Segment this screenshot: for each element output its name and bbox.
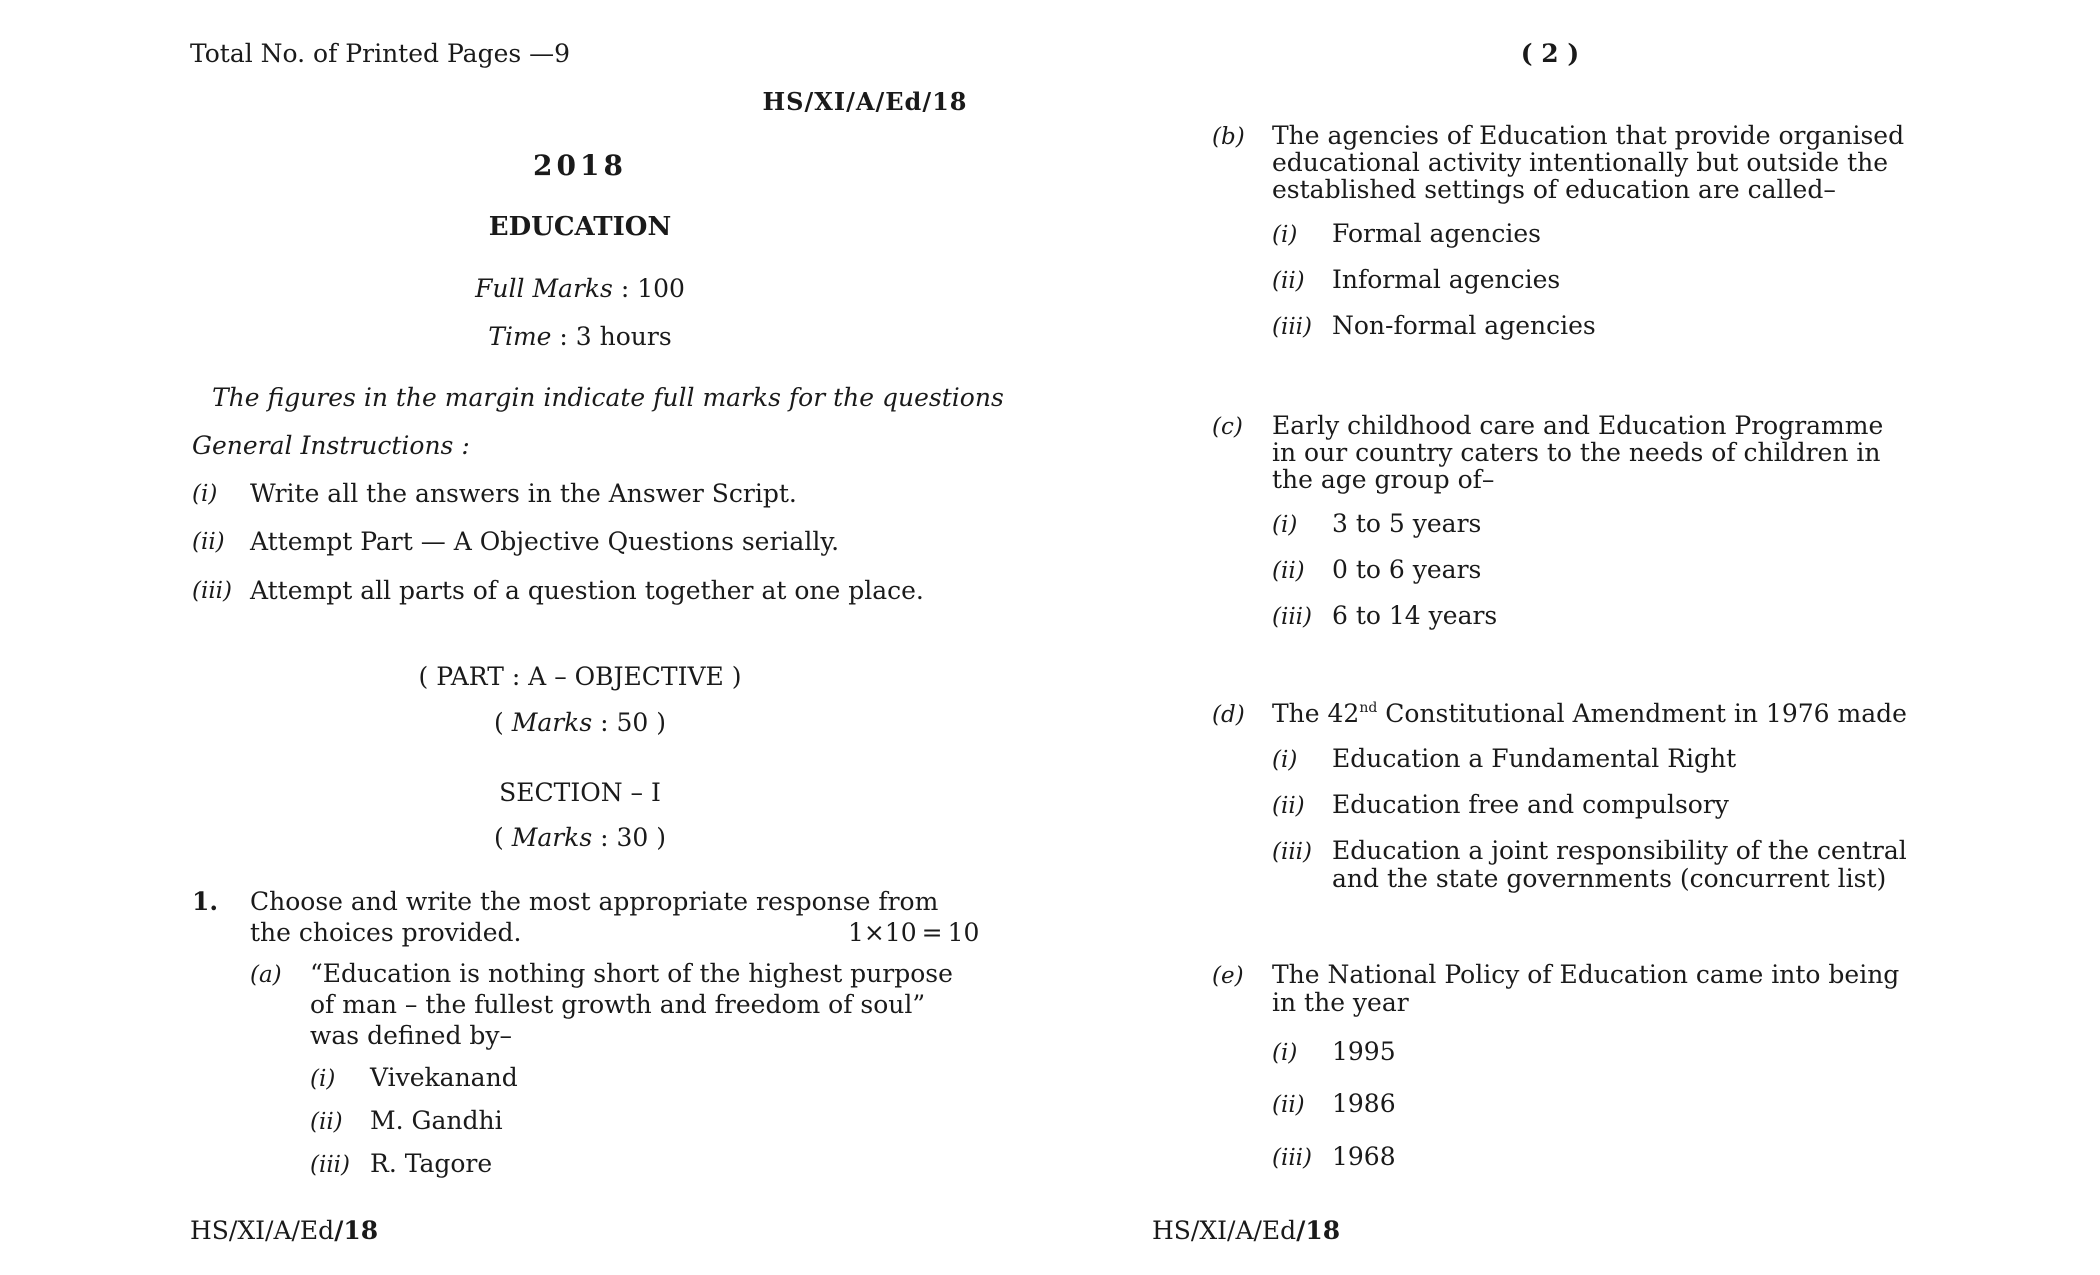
part-marks-label: Marks	[511, 708, 593, 737]
section-marks-open: (	[494, 823, 504, 852]
option-text: Education a joint responsibility of the central	[1332, 836, 1907, 865]
option-number: (i)	[1272, 512, 1298, 538]
section-marks-value: : 30 )	[600, 823, 666, 852]
subject-title: EDUCATION	[488, 212, 672, 242]
footer-code-plain: HS/XI/A/Ed	[190, 1216, 335, 1245]
part-marks	[380, 709, 780, 738]
sub-question-c-line-2: in our country caters to the needs of children in	[1272, 438, 1881, 467]
sub-question-a-line-1: “Education is nothing short of the highest purpose	[310, 959, 953, 988]
sub-question-a-line-3: was defined by–	[310, 1021, 513, 1050]
margin-note: The figures in the margin indicate full marks for the questions	[212, 383, 1004, 412]
sub-question-d-line-1	[1272, 700, 1907, 729]
sub-question-c-line-3: the age group of–	[1272, 465, 1495, 494]
option-number: (i)	[310, 1066, 336, 1092]
option-text: 3 to 5 years	[1332, 509, 1482, 538]
option-text: Informal agencies	[1332, 265, 1561, 294]
question-1-line-1: Choose and write the most appropriate response from	[250, 887, 939, 916]
option-number: (ii)	[310, 1109, 343, 1135]
option-text: Non-formal agencies	[1332, 311, 1596, 340]
full-marks	[380, 275, 780, 304]
option-text: 1995	[1332, 1037, 1396, 1066]
footer-code-plain: HS/XI/A/Ed	[1152, 1216, 1297, 1245]
footer-code-bold: /18	[1296, 1216, 1341, 1245]
full-marks-label: Full Marks	[475, 274, 613, 303]
exam-year: 2018	[533, 149, 627, 182]
instructions-heading: General Instructions :	[192, 431, 470, 460]
option-number: (iii)	[1272, 604, 1313, 630]
option-number: (i)	[1272, 222, 1298, 248]
option-number: (iii)	[1272, 1145, 1313, 1171]
sub-question-c-line-1: Early childhood care and Education Programme	[1272, 411, 1884, 440]
option-number: (ii)	[1272, 558, 1305, 584]
sub-question-label: (b)	[1212, 124, 1245, 150]
option-number: (ii)	[1272, 1092, 1305, 1118]
instruction-text: Attempt all parts of a question together at one place.	[250, 576, 924, 605]
sub-question-e-line-1: The National Policy of Education came into being	[1272, 960, 1900, 989]
option-number: (ii)	[1272, 793, 1305, 819]
sub-question-b-line-1: The agencies of Education that provide organised	[1272, 121, 1905, 150]
text-part: The 42	[1272, 699, 1360, 728]
sub-question-label: (a)	[250, 962, 282, 988]
option-text: R. Tagore	[370, 1149, 493, 1178]
option-text: Education a Fundamental Right	[1332, 744, 1737, 773]
question-1-line-2: the choices provided.	[250, 918, 522, 947]
sub-question-label: (e)	[1212, 963, 1244, 989]
full-marks-value: : 100	[620, 274, 685, 303]
instruction-number: (i)	[192, 481, 218, 507]
option-number: (i)	[1272, 1040, 1298, 1066]
sub-question-label: (c)	[1212, 414, 1243, 440]
option-text: 1986	[1332, 1089, 1396, 1118]
superscript: nd	[1359, 700, 1378, 716]
instruction-number: (iii)	[192, 578, 233, 604]
part-heading: ( PART : A – OBJECTIVE )	[418, 662, 742, 691]
option-text: 6 to 14 years	[1332, 601, 1498, 630]
instruction-text: Write all the answers in the Answer Script.	[250, 479, 797, 508]
section-marks-label: Marks	[511, 823, 593, 852]
option-number: (ii)	[1272, 268, 1305, 294]
sub-question-b-line-3: established settings of education are called–	[1272, 175, 1836, 204]
part-marks-value: : 50 )	[600, 708, 666, 737]
time-label: Time	[488, 322, 552, 351]
option-number: (iii)	[1272, 314, 1313, 340]
option-text: 0 to 6 years	[1332, 555, 1482, 584]
section-heading: SECTION – I	[499, 778, 661, 807]
instruction-text: Attempt Part — A Objective Questions serially.	[250, 527, 840, 556]
exam-time	[380, 323, 780, 352]
option-text-continuation: and the state governments (concurrent list)	[1332, 864, 1887, 893]
page-1-footer-code	[190, 1217, 378, 1246]
time-value: : 3 hours	[559, 322, 672, 351]
question-1-marks: 1×10 = 10	[848, 918, 980, 947]
sub-question-b-line-2: educational activity intentionally but outside the	[1272, 148, 1889, 177]
option-text: Vivekanand	[370, 1063, 518, 1092]
sub-question-label: (d)	[1212, 702, 1245, 728]
footer-code-bold: /18	[334, 1216, 379, 1245]
option-text: M. Gandhi	[370, 1106, 503, 1135]
paper-code: HS/XI/A/Ed/18	[762, 87, 968, 116]
option-text: Formal agencies	[1332, 219, 1541, 248]
option-text: Education free and compulsory	[1332, 790, 1729, 819]
part-marks-open: (	[494, 708, 504, 737]
section-marks	[380, 824, 780, 853]
sub-question-e-line-2: in the year	[1272, 988, 1409, 1017]
page-number: ( 2 )	[1520, 39, 1580, 68]
text-part: Constitutional Amendment in 1976 made	[1377, 699, 1907, 728]
sub-question-a-line-2: of man – the fullest growth and freedom of soul”	[310, 990, 926, 1019]
total-pages-note: Total No. of Printed Pages —9	[190, 39, 571, 68]
instruction-number: (ii)	[192, 529, 225, 555]
page-2-footer-code	[1152, 1217, 1340, 1246]
option-number: (iii)	[310, 1152, 351, 1178]
option-number: (i)	[1272, 747, 1298, 773]
question-number: 1.	[192, 887, 219, 916]
option-text: 1968	[1332, 1142, 1396, 1171]
option-number: (iii)	[1272, 839, 1313, 865]
